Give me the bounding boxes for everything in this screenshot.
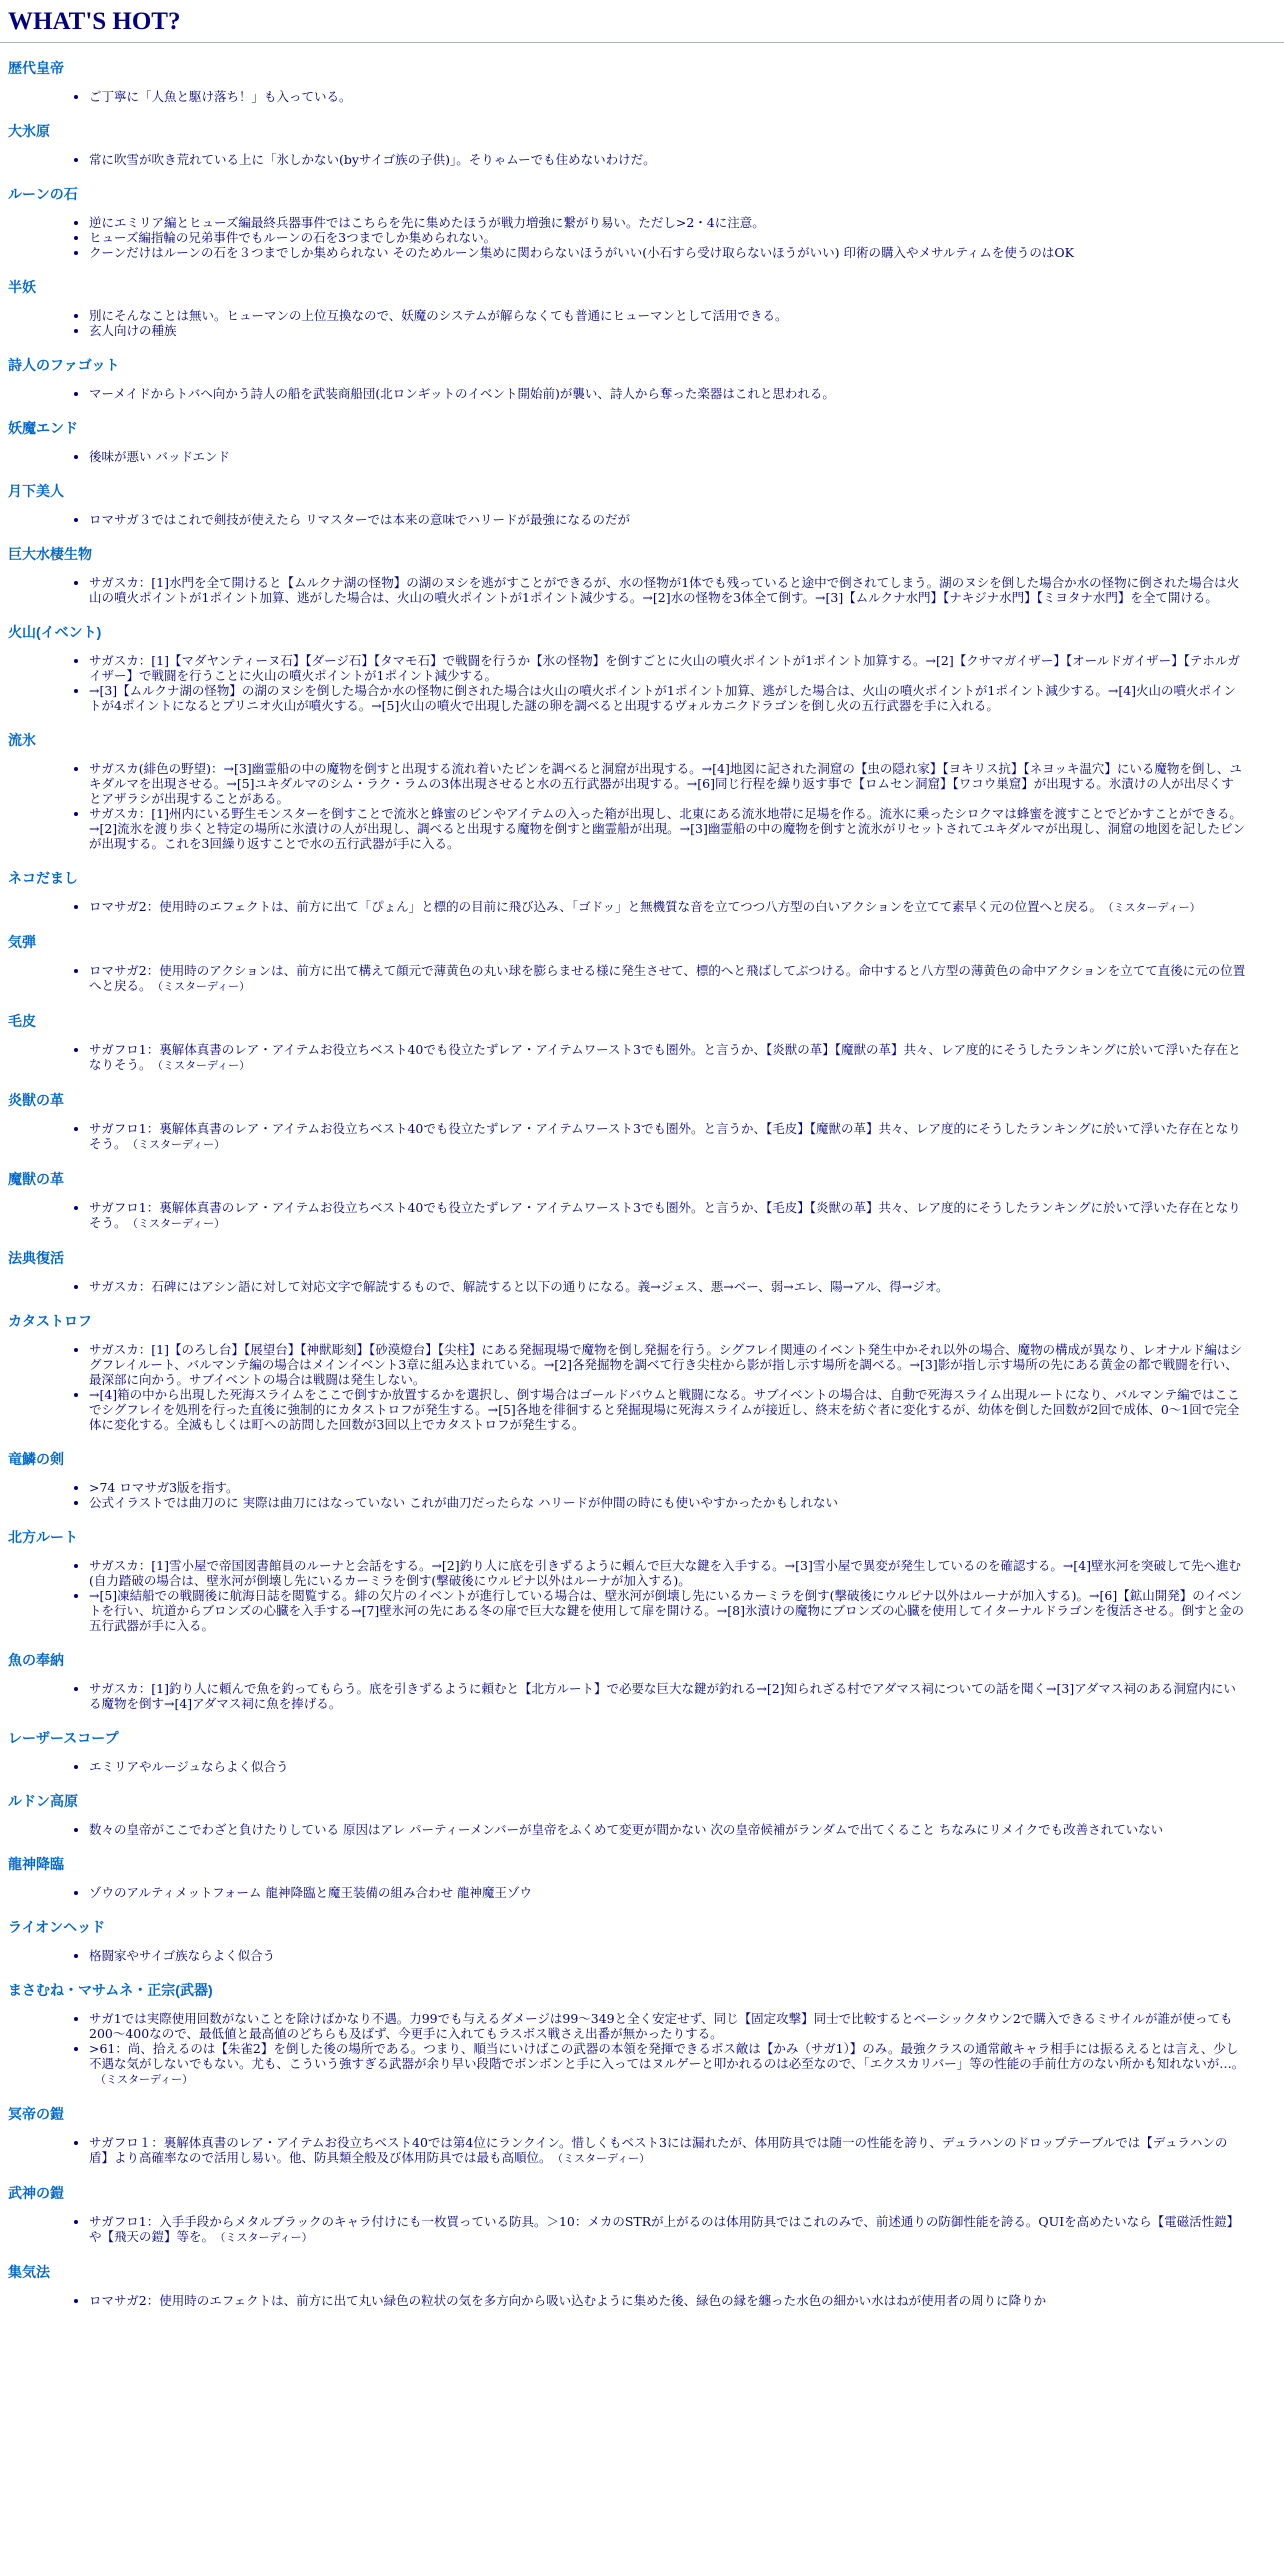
entry-item-list	[8, 1121, 1276, 1152]
entry-item-text: サガスカ：石碑にはアシン語に対して対応文字で解読するもので、解読すると以下の通りになる。義→ジェス、悪→ベー、弱→エレ、陽→アル、得→ジオ。	[89, 1279, 949, 1294]
entry-term[interactable]: 詩人のファゴット	[8, 357, 120, 373]
entry-item	[89, 308, 1276, 323]
entry-item-list	[8, 152, 1276, 167]
entry-item-text: >74 ロマサガ3版を指す。	[89, 1480, 239, 1495]
entry-item-list	[8, 89, 1276, 104]
entry-item-text: ロマサガ2：使用時のエフェクトは、前方に出て丸い緑色の粒状の気を多方向から吸い込むように集めた後、緑色の縁を纏った水色の細かい水はねが使用者の周りに降りか	[89, 2293, 1047, 2308]
entry-term[interactable]: 半妖	[8, 279, 36, 295]
entry-term[interactable]: 妖魔エンド	[8, 420, 78, 436]
entry-item-list	[8, 1200, 1276, 1231]
entry-item	[89, 2293, 1276, 2308]
entry-item	[89, 1342, 1276, 1387]
entry-item-text: クーンだけはルーンの石を３つまでしか集められない そのためルーン集めに関わらないほうがいい(小石すら受け取らないほうがいい) 印術の購入やメサルティムを使うのはOK	[89, 245, 1074, 260]
entry-item	[89, 152, 1276, 167]
entry-item-text: 別にそんなことは無い。ヒューマンの上位互換なので、妖魔のシステムが解らなくても普通にヒューマンとして活用できる。	[89, 308, 788, 323]
entry-item-list	[8, 1948, 1276, 1963]
entry-item	[89, 1948, 1276, 1963]
entry-item	[89, 1885, 1276, 1900]
entry-item-text: サガフロ１：裏解体真書のレア・アイテムお役立ちベスト40では第4位にランクイン。惜しくもベスト3には漏れたが、体用防具では随一の性能を誇り、デュラハンのドロップテーブルでは【デュラハンの盾】より高確率なので活用し易い。他、防具類全般及び体用防具では最も高順位。	[89, 2135, 1228, 2165]
entry-item-list	[8, 761, 1276, 851]
entry-term[interactable]: 気弾	[8, 934, 36, 950]
entry-credit: （ミスターディー）	[220, 2231, 313, 2244]
entry-item	[89, 899, 1276, 915]
entry-item-text: ご丁寧に「人魚と駆け落ち！」も入っている。	[89, 89, 352, 104]
entry-item	[89, 2214, 1276, 2245]
entry-item	[89, 323, 1276, 338]
entry-item-text: →[4]箱の中から出現した死海スライムをここで倒すか放置するかを選択し、倒す場合はゴールドバウムと戦闘になる。サブイベントの場合は、自動で死海スライム出現ルートになり、バルマンテ編ではここでシグフレイを処刑を行った直後に強制的にカタストロフが発生する。→[5]各地を徘徊すると発掘現場に死海スライムが接近し、終末を紡ぐ者に変化するが、幼体を倒した回数が2回で成体、0～1回で完全体に変化する。全滅もしくは町への訪問した回数が3回以上でカタストロフが発生する。	[89, 1387, 1240, 1432]
entry-item-text: ロマサガ2：使用時のエフェクトは、前方に出て「ぴょん」と標的の目前に飛び込み、「ゴドッ」と無機質な音を立てつつ八方型の白いアクションを立てて素早く元の位置へと戻る。	[89, 899, 1102, 914]
entry-credit: （ミスターディー）	[132, 1138, 226, 1151]
entry-item-list	[8, 2293, 1276, 2308]
entry-item-text: 玄人向けの種族	[89, 323, 177, 338]
entry-term[interactable]: 炎獣の革	[8, 1092, 64, 1108]
entry-item	[89, 1822, 1276, 1837]
entry-item-text: →[5]凍結船での戦闘後に航海日誌を閲覧する。緋の欠片のイベントが進行している場合は、壁氷河が倒壊し先にいるカーミラを倒す(撃破後にウルピナ以外はルーナが加入する)。→[6]【鉱山開発】のイベントを行い、坑道からブロンズの心臓を入手する→[7]壁氷河の先にある冬の扉で巨大な鍵を使用して扉を開ける。→[8]氷漬けの魔物にブロンズの心臓を使用してイターナルドラゴンを復活させる。倒すと金の五行武器が手に入る。	[89, 1588, 1244, 1633]
entry-credit: （ミスターディー）	[95, 2073, 194, 2086]
entry-item-list	[8, 963, 1276, 994]
entry-item-list	[8, 1480, 1276, 1510]
entry-item	[89, 1480, 1276, 1495]
entry-item	[89, 2041, 1276, 2087]
entry-item-text: 公式イラストでは曲刀のに 実際は曲刀にはなっていない これが曲刀だったらな ハリードが仲間の時にも使いやすかったかもしれない	[89, 1495, 839, 1510]
entry-credit: （ミスターディー）	[157, 1059, 251, 1072]
entry-credit: （ミスターディー）	[557, 2152, 651, 2165]
entry-term[interactable]: 月下美人	[8, 483, 64, 499]
entry-credit: （ミスターディー）	[157, 980, 251, 993]
entry-term[interactable]: レーザースコープ	[8, 1730, 119, 1746]
entry-item	[89, 245, 1276, 260]
entry-item-list	[8, 1759, 1276, 1774]
entry-item	[89, 1495, 1276, 1510]
entry-term[interactable]: ネコだまし	[8, 870, 78, 886]
entry-item-text: 常に吹雪が吹き荒れている上に「氷しかない(byサイゴ族の子供)」。そりゃムーでも住めないわけだ。	[89, 152, 656, 167]
entry-term[interactable]: 流氷	[8, 732, 36, 748]
entry-item	[89, 1558, 1276, 1588]
entry-item-text: サガスカ：[1]【のろし台】【展望台】【神獣彫刻】【砂漠燈台】【尖柱】にある発掘現場で魔物を倒し発掘を行う。シグフレイ関連のイベント発生中かそれ以外の場合、魔物の構成が異なり、レオナルド編はシグフレイルート、バルマンテ編の場合はメインイベント3章に組み込まれている。→[2]各発掘物を調べて行き尖柱から影が指し示す場所を調べる。→[3]影が指し示す場所の先にある黄金の都で戦闘を行い、最深部に向かう。サブイベントの場合は戦闘は発生しない。	[89, 1342, 1242, 1387]
entry-term[interactable]: カタストロフ	[8, 1313, 92, 1329]
entry-item-list	[8, 2214, 1276, 2245]
entry-item-list	[8, 1885, 1276, 1900]
entry-item-text: サガスカ：[1]釣り人に頼んで魚を釣ってもらう。底を引きずるように頼むと【北方ルート】で必要な巨大な鍵が釣れる→[2]知られざる村でアダマス祠についての話を聞く→[3]アダマス祠のある洞窟内にいる魔物を倒す→[4]アダマス祠に魚を捧げる。	[89, 1681, 1236, 1711]
entry-item-text: サガスカ：[1]州内にいる野生モンスターを倒すことで流氷と蜂蜜のビンやアイテムの入った箱が出現し、北東にある流氷地帯に足場を作る。流氷に乗ったシロクマは蜂蜜を渡すことでどかすことができる。→[2]流氷を渡り歩くと特定の場所に氷漬けの人が出現し、調べると出現する魔物を倒すと幽霊船が出現。→[3]幽霊船の中の魔物を倒すと流氷がリセットされてユキダルマが出現し、洞窟の地図を記したビンが出現する。これを3回繰り返すことで水の五行武器が手に入る。	[89, 806, 1246, 851]
entry-item-text: サガ1では実際使用回数がないことを除けばかなり不遇。力99でも与えるダメージは99～349と全く安定せず、同じ【固定攻撃】同士で比較するとベーシックタウン2で購入できるミサイルが誰が使っても200～400なので、最低値と最高値のどちらも及ばず、今更手に入れてもラスボス戦さえ出番が無かったりする。	[89, 2011, 1233, 2041]
entry-item-list	[8, 1279, 1276, 1294]
entry-item-list	[8, 449, 1276, 464]
entry-item-text: 逆にエミリア編とヒューズ編最終兵器事件ではこちらを先に集めたほうが戦力増強に繋がり易い。ただし>2・4に注意。	[89, 215, 765, 230]
entry-term[interactable]: 大氷原	[8, 123, 50, 139]
entry-term[interactable]: まさむね・マサムネ・正宗(武器)	[8, 1982, 213, 1998]
entry-item-list	[8, 899, 1276, 915]
entry-term[interactable]: ルーンの石	[8, 186, 78, 202]
entry-item-text: サガスカ：[1]雪小屋で帝国図書館員のルーナと会話をする。→[2]釣り人に底を引きずるように頼んで巨大な鍵を入手する。→[3]雪小屋で異変が発生しているのを確認する。→[4]壁氷河を突破して先へ進む(自力踏破の場合は、壁氷河が倒壊し先にいるカーミラを倒す(撃破後にウルピナ以外はルーナが加入する)。	[89, 1558, 1241, 1588]
entry-item	[89, 575, 1276, 605]
entry-item	[89, 230, 1276, 245]
entry-item-list	[8, 308, 1276, 338]
entry-item-text: サガスカ(緋色の野望)：→[3]幽霊船の中の魔物を倒すと出現する流れ着いたビンを調べると洞窟が出現する。→[4]地図に記された洞窟の【虫の隠れ家】【ヨキリス抗】【ネヨッキ温穴】にいる魔物を倒し、ユキダルマを出現させる。→[5]ユキダルマのシム・ラク・ラムの3体出現させると水の五行武器が出現する。→[6]同じ行程を繰り返す事で【ロムセン洞窟】【ワコウ巣窟】が出現する。氷漬けの人が出尽くすとアザラシが出現することがある。	[89, 761, 1242, 806]
entry-item-list	[8, 1558, 1276, 1633]
entry-item-list	[8, 215, 1276, 260]
entry-item-list	[8, 1681, 1276, 1711]
entry-item-text: サガフロ1：裏解体真書のレア・アイテムお役立ちベスト40でも役立たずレア・アイテムワースト3でも圏外。と言うか、【炎獣の革】【魔獣の革】共々、レア度的にそうしたランキングに於いて浮いた存在となりそう。	[89, 1042, 1241, 1072]
entry-item-text: マーメイドからトバへ向かう詩人の船を武装商船団(北ロンギットのイベント開始前)が襲い、詩人から奪った楽器はこれと思われる。	[89, 386, 835, 401]
entry-term[interactable]: 竜鱗の剣	[8, 1451, 64, 1467]
entry-item-text: 数々の皇帝がここでわざと負けたりしている 原因はアレ パーティーメンバーが皇帝をふくめて変更が間かない 次の皇帝候補がランダムで出てくること ちなみにリメイクでも改善されていない	[89, 1822, 1164, 1837]
entry-item-list	[8, 386, 1276, 401]
entry-item-text: サガフロ1：入手手段からメタルブラックのキャラ付けにも一枚買っている防具。＞10：メカのSTRが上がるのは体用防具ではこれのみで、前述通りの防御性能を誇る。QUIを高めたいなら【電磁活性鎧】や【飛天の鎧】等を。	[89, 2214, 1240, 2244]
entry-item-list	[8, 1342, 1276, 1432]
entry-item	[89, 386, 1276, 401]
entry-item-text: エミリアやルージュならよく似合う	[89, 1759, 289, 1774]
entry-item-list	[8, 575, 1276, 605]
entry-item	[89, 1759, 1276, 1774]
entry-item	[89, 1681, 1276, 1711]
entry-term[interactable]: ライオンヘッド	[8, 1919, 106, 1935]
entry-item-text: 格闘家やサイゴ族ならよく似合う	[89, 1948, 276, 1963]
entry-item-text: >61：尚、拾えるのは【朱雀2】を倒した後の場所である。つまり、順当にいけばこの武器の本領を発揮できるボス敵は【かみ（サガ1）】のみ。最強クラスの通常敵キャラ相手には振るえるとは言え、少し不遇な気がしないでもない。尤も、こういう強すぎる武器が余り早い段階でボンボンと手に入ってはヌルゲーと叩かれるのは必至なので、「エクスカリバー」等の性能の手前仕方のない所かも知れないが…。	[89, 2041, 1245, 2071]
glossary-entries	[0, 43, 1284, 2308]
entry-item	[89, 761, 1276, 806]
entry-term[interactable]: 魔獣の革	[8, 1171, 64, 1187]
entry-item	[89, 683, 1276, 713]
entry-item-text: サガスカ：[1]【マダヤンティーヌ石】【ダージ石】【タマモ石】で戦闘を行うか【氷の怪物】を倒すごとに火山の噴火ポイントが1ポイント加算する。→[2]【クサマガイザー】【オールドガイザー】【テホルガイザー】で戦闘を行うことに火山の噴火ポイントが1ポイント減少する。	[89, 653, 1240, 683]
entry-term[interactable]: 毛皮	[8, 1013, 36, 1029]
entry-item	[89, 215, 1276, 230]
entry-item	[89, 1588, 1276, 1633]
entry-item-text: サガフロ1：裏解体真書のレア・アイテムお役立ちベスト40でも役立たずレア・アイテムワースト3でも圏外。と言うか、【毛皮】【炎獣の革】共々、レア度的にそうしたランキングに於いて浮いた存在となりそう。	[89, 1200, 1241, 1230]
entry-item-list	[8, 512, 1276, 527]
entry-term[interactable]: 火山(イベント)	[8, 624, 102, 640]
entry-term[interactable]: ルドン高原	[8, 1793, 78, 1809]
entry-item-list	[8, 1042, 1276, 1073]
entry-item	[89, 1042, 1276, 1073]
entry-item	[89, 1387, 1276, 1432]
entry-item	[89, 806, 1276, 851]
entry-item	[89, 963, 1276, 994]
entry-term[interactable]: 集気法	[8, 2264, 50, 2280]
entry-item	[89, 1200, 1276, 1231]
entry-item	[89, 449, 1276, 464]
entry-credit: （ミスターディー）	[1107, 901, 1201, 914]
entry-item-text: ヒューズ編指輪の兄弟事件でもルーンの石を3つまでしか集められない。	[89, 230, 497, 245]
entry-credit: （ミスターディー）	[132, 1217, 226, 1230]
entry-item	[89, 512, 1276, 527]
entry-item	[89, 89, 1276, 104]
entry-item-text: ロマサガ３ではこれで剣技が使えたら リマスターでは本来の意味でハリードが最強になるのだが	[89, 512, 630, 527]
entry-item	[89, 1279, 1276, 1294]
entry-item-list	[8, 653, 1276, 713]
entry-term[interactable]: 巨大水棲生物	[8, 546, 92, 562]
entry-item-text: サガフロ1：裏解体真書のレア・アイテムお役立ちベスト40でも役立たずレア・アイテムワースト3でも圏外。と言うか、【毛皮】【魔獣の革】共々、レア度的にそうしたランキングに於いて浮いた存在となりそう。	[89, 1121, 1241, 1151]
entry-item-text: ロマサガ2：使用時のアクションは、前方に出て構えて顔元で薄黄色の丸い球を膨らませる様に発生させて、標的へと飛ばしてぶつける。命中すると八方型の薄黄色の命中アクションを立てて直後に元の位置へと戻る。	[89, 963, 1246, 993]
entry-item	[89, 2011, 1276, 2041]
entry-item	[89, 653, 1276, 683]
page-title: WHAT'S HOT?	[0, 0, 1284, 43]
entry-term[interactable]: 北方ルート	[8, 1529, 78, 1545]
entry-term[interactable]: 魚の奉納	[8, 1652, 64, 1668]
entry-item-list	[8, 2135, 1276, 2166]
entry-item-list	[8, 1822, 1276, 1837]
entry-term[interactable]: 武神の鎧	[8, 2185, 64, 2201]
entry-item-text: →[3]【ムルクナ湖の怪物】の湖のヌシを倒した場合か水の怪物に倒された場合は火山の噴火ポイントが1ポイント加算、逃がした場合は、火山の噴火ポイントが1ポイント減少する。→[4]火山の噴火ポイントが4ポイントになるとプリニオ火山が噴火する。→[5]火山の噴火で出現した謎の卵を調べると出現するヴォルカニクドラゴンを倒し火の五行武器を手に入れる。	[89, 683, 1237, 713]
entry-item-text: 後味が悪い バッドエンド	[89, 449, 230, 464]
entry-term[interactable]: 龍神降臨	[8, 1856, 64, 1872]
entry-item-text: ゾウのアルティメットフォーム 龍神降臨と魔王装備の組み合わせ 龍神魔王ゾウ	[89, 1885, 532, 1900]
entry-item-list	[8, 2011, 1276, 2087]
entry-term[interactable]: 法典復活	[8, 1250, 64, 1266]
entry-term[interactable]: 冥帝の鎧	[8, 2106, 64, 2122]
entry-term[interactable]: 歴代皇帝	[8, 60, 64, 76]
entry-item-text: サガスカ：[1]水門を全て開けると【ムルクナ湖の怪物】の湖のヌシを逃がすことができるが、水の怪物が1体でも残っていると途中で倒されてしまう。湖のヌシを倒した場合か水の怪物に倒された場合は火山の噴火ポイントが1ポイント加算、逃がした場合は、火山の噴火ポイントが1ポイント減少する。→[2]水の怪物を3体全て倒す。→[3]【ムルクナ水門】【ナキジナ水門】【ミヨタナ水門】を全て開ける。	[89, 575, 1240, 605]
entry-item	[89, 2135, 1276, 2166]
entry-item	[89, 1121, 1276, 1152]
